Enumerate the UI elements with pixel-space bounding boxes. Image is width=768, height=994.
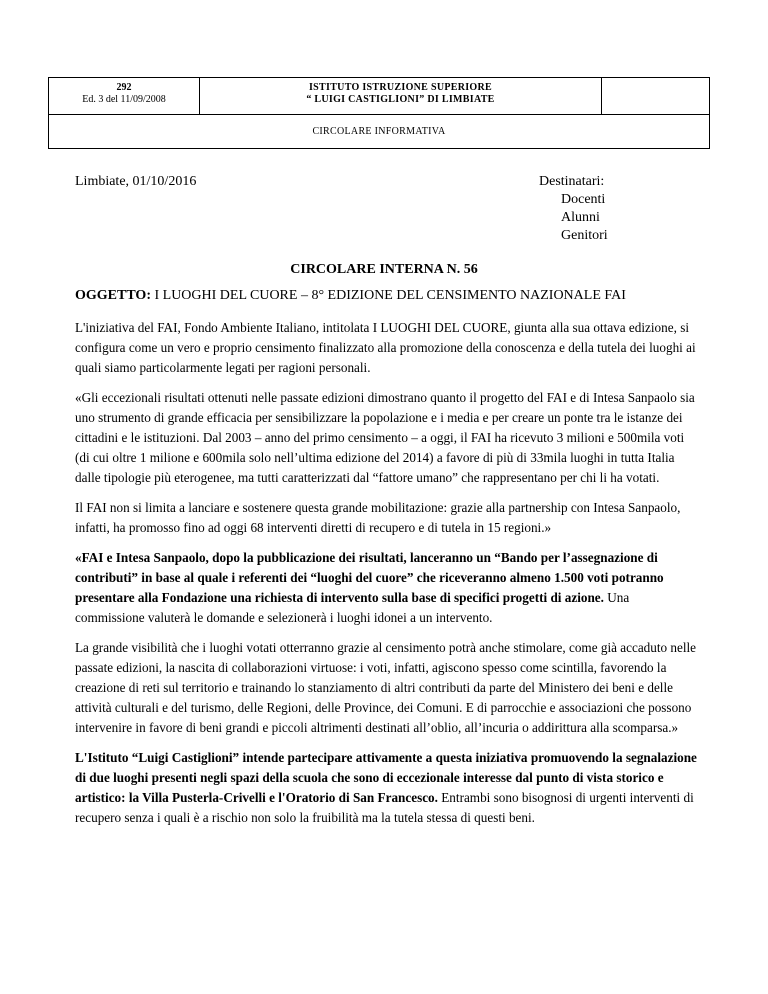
paragraph-bold-text: «FAI e Intesa Sanpaolo, dopo la pubblicazione dei risultati, lanceranno un “Bando per l’assegnazione di contributi” in base al quale i referenti dei “luoghi del cuore” che riceveranno almeno 1.500 voti potranno presentare alla Fondazione una richiesta di intervento sulla base di specifici progetti di azione. (75, 550, 664, 605)
recipient-item: Genitori (561, 228, 608, 243)
paragraph: Il FAI non si limita a lanciare e sostenere questa grande mobilitazione: grazie alla partnership con Intesa Sanpaolo, infatti, ha promosso fino ad oggi 68 interventi diretti di recupero e di tutela in 15 regioni.» (75, 500, 681, 535)
subject-text: I LUOGHI DEL CUORE – 8° EDIZIONE DEL CENSIMENTO NAZIONALE FAI (150, 288, 626, 303)
recipient-item: Alunni (561, 210, 600, 225)
document-type: CIRCOLARE INFORMATIVA (49, 114, 709, 149)
paragraph (75, 748, 700, 828)
document-header-table (48, 77, 710, 149)
recipients-block (539, 173, 608, 245)
school-name-cell (200, 78, 602, 114)
paragraph-bold-text: L'Istituto “Luigi Castiglioni” intende partecipare attivamente a questa iniziativa promuovendo la segnalazione di due luoghi presenti negli spazi della scuola che sono di eccezionale interesse dal punto di vista storico e artistico: la Villa Pusterla-Crivelli e l'Oratorio di San Francesco. (75, 750, 697, 805)
header-blank-cell (602, 78, 711, 114)
document-edition: Ed. 3 del 11/09/2008 (82, 94, 166, 105)
document-code-cell (49, 78, 200, 114)
document-body (75, 318, 700, 838)
school-name-line1: ISTITUTO ISTRUZIONE SUPERIORE (308, 82, 493, 93)
paragraph (75, 548, 700, 628)
subject-label: OGGETTO: (75, 288, 151, 303)
circular-title: CIRCOLARE INTERNA N. 56 (290, 262, 478, 277)
paragraph: «Gli eccezionali risultati ottenuti nelle passate edizioni dimostrano quanto il progetto del FAI e di Intesa Sanpaolo sia uno strumento di grande efficacia per sensibilizzare la popolazione e i media e per creare un ponte tra le istanze dei cittadini e le istituzioni. Dal 2003 – anno del primo censimento – a oggi, il FAI ha ricevuto 3 milioni e 500mila voti (di cui oltre 1 milione e 600mila solo nell’ultima edizione del 2014) a favore di più di 33mila luoghi in tutta Italia dalle tipologie più eterogenee, ma tutti caratterizzati dal “fattore umano” che rappresentano per chi li ha votati. (75, 390, 695, 485)
place-and-date: Limbiate, 01/10/2016 (75, 174, 197, 189)
recipients-label: Destinatari: (539, 174, 605, 189)
subject-line (75, 287, 715, 305)
paragraph: L'iniziativa del FAI, Fondo Ambiente Italiano, intitolata I LUOGHI DEL CUORE, giunta alla sua ottava edizione, si configura come un vero e proprio censimento finalizzato alla promozione della conoscenza e della tutela dei luoghi ai quali siamo particolarmente legati per ragioni personali. (75, 320, 696, 375)
paragraph-text: Entrambi sono bisognosi di urgenti interventi di recupero senza i quali è a rischio non solo la fruibilità ma la tutela stessa di questi beni. (75, 790, 694, 825)
school-name-line2: “ LUIGI CASTIGLIONI” DI LIMBIATE (306, 94, 495, 105)
paragraph: La grande visibilità che i luoghi votati otterranno grazie al censimento potrà anche stimolare, come già accaduto nelle passate edizioni, la nascita di collaborazioni virtuose: i voti, infatti, agiscono spesso come scintilla, favorendo la creazione di reti sul territorio e trainando lo stanziamento di altri contributi da parte del Ministero dei beni e delle attività culturali e del turismo, delle Regioni, delle Province, dei Comuni. E di parrocchie e associazioni che possono intervenire in favore di beni grandi e piccoli altrimenti destinati all’oblio, all’incuria o addirittura alla scomparsa.» (75, 640, 697, 735)
recipient-item: Docenti (561, 192, 606, 207)
paragraph-text: Una commissione valuterà le domande e selezionerà i luoghi idonei a un intervento. (75, 590, 630, 625)
document-code: 292 (116, 82, 132, 93)
